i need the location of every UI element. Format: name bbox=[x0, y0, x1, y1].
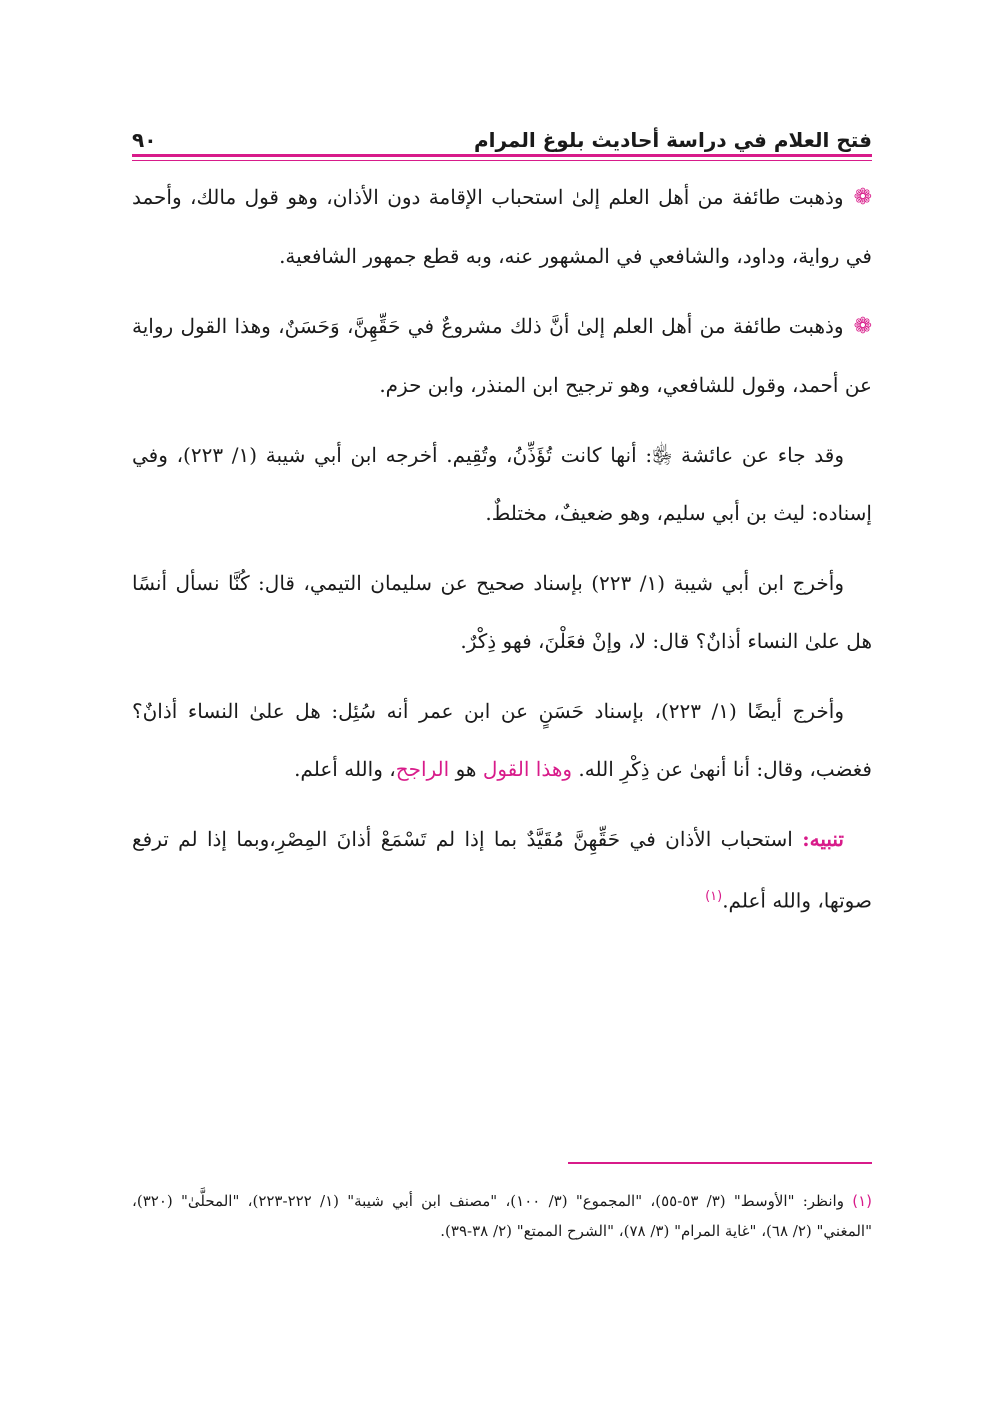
footnote-separator bbox=[568, 1162, 872, 1164]
flower-ornament-icon: ❁ bbox=[853, 185, 872, 210]
paragraph-3 bbox=[132, 426, 872, 542]
paragraph-1 bbox=[132, 168, 872, 285]
footnote-text: وانظر: "الأوسط" (٣/ ٥٣-٥٥)، "المجموع" (٣/ ١٠٠)، "مصنف ابن أبي شيبة" (١/ ٢٢٢-٢٢٣)، "المحلَّىٰ" (٣٢٠)، "المغني" (٢/ ٦٨)، "غاية المرام" (٣/ ٧٨)، "الشرح الممتع" (٢/ ٣٨-٣٩). bbox=[132, 1192, 872, 1240]
page-header bbox=[132, 118, 872, 152]
flower-ornament-icon: ❁ bbox=[853, 314, 872, 339]
footnote-number: (١) bbox=[852, 1192, 872, 1210]
footnote-1 bbox=[132, 1186, 872, 1246]
paragraph-2 bbox=[132, 297, 872, 414]
note-text: استحباب الأذان في حَقِّهِنَّ مُقَيَّدٌ بما إذا لم تَسْمَعْ أذانَ المِصْرِ،وبما إذا لم ترفع صوتها، والله أعلم. bbox=[132, 827, 872, 913]
book-title: فتح العلام في دراسة أحاديث بلوغ المرام bbox=[473, 128, 872, 152]
paragraph-3-text: وقد جاء عن عائشة ﵂: أنها كانت تُؤَذِّنُ، وتُقِيم. أخرجه ابن أبي شيبة (١/ ٢٢٣)، وفي إسناده: ليث بن أبي سليم، وهو ضعيفٌ، مختلطٌ. bbox=[132, 443, 872, 525]
header-rule-thin bbox=[132, 160, 872, 161]
paragraph-5 bbox=[132, 682, 872, 798]
paragraph-4-text: وأخرج ابن أبي شيبة (١/ ٢٢٣) بإسناد صحيح عن سليمان التيمي، قال: كُنَّا نسأل أنسًا هل علىٰ النساء أذانٌ؟ قال: لا، وإنْ فعَلْنَ، فهو ذِكْرٌ. bbox=[132, 571, 872, 653]
highlight-preferred: الراجح bbox=[395, 757, 450, 781]
paragraph-5-end: ، والله أعلم. bbox=[294, 757, 396, 781]
paragraph-5-mid: هو bbox=[455, 757, 477, 781]
page-number: ٩٠ bbox=[132, 128, 157, 152]
paragraph-5-start: وأخرج أيضًا (١/ ٢٢٣)، بإسناد حَسَنٍ عن ابن عمر أنه سُئِل: هل علىٰ النساء أذانٌ؟ فغضب، وقال: أنا أنهىٰ عن ذِكْرِ الله. bbox=[132, 699, 872, 781]
footnote-reference[interactable]: (١) bbox=[705, 889, 723, 904]
main-content bbox=[132, 168, 872, 942]
note-paragraph bbox=[132, 810, 872, 930]
note-label: تنبيه: bbox=[802, 827, 844, 851]
paragraph-4 bbox=[132, 554, 872, 670]
paragraph-1-text: وذهبت طائفة من أهل العلم إلىٰ استحباب الإقامة دون الأذان، وهو قول مالك، وأحمد في رواية، وداود، والشافعي في المشهور عنه، وبه قطع جمهور الشافعية. bbox=[132, 185, 872, 268]
paragraph-2-text: وذهبت طائفة من أهل العلم إلىٰ أنَّ ذلك مشروعٌ في حَقِّهِنَّ، وَحَسَنٌ، وهذا القول رواية عن أحمد، وقول للشافعي، وهو ترجيح ابن المنذر، وابن حزم. bbox=[132, 314, 872, 397]
highlight-this-opinion: وهذا القول bbox=[482, 757, 573, 781]
header-rule-thick bbox=[132, 154, 872, 157]
footnotes bbox=[132, 1186, 872, 1246]
